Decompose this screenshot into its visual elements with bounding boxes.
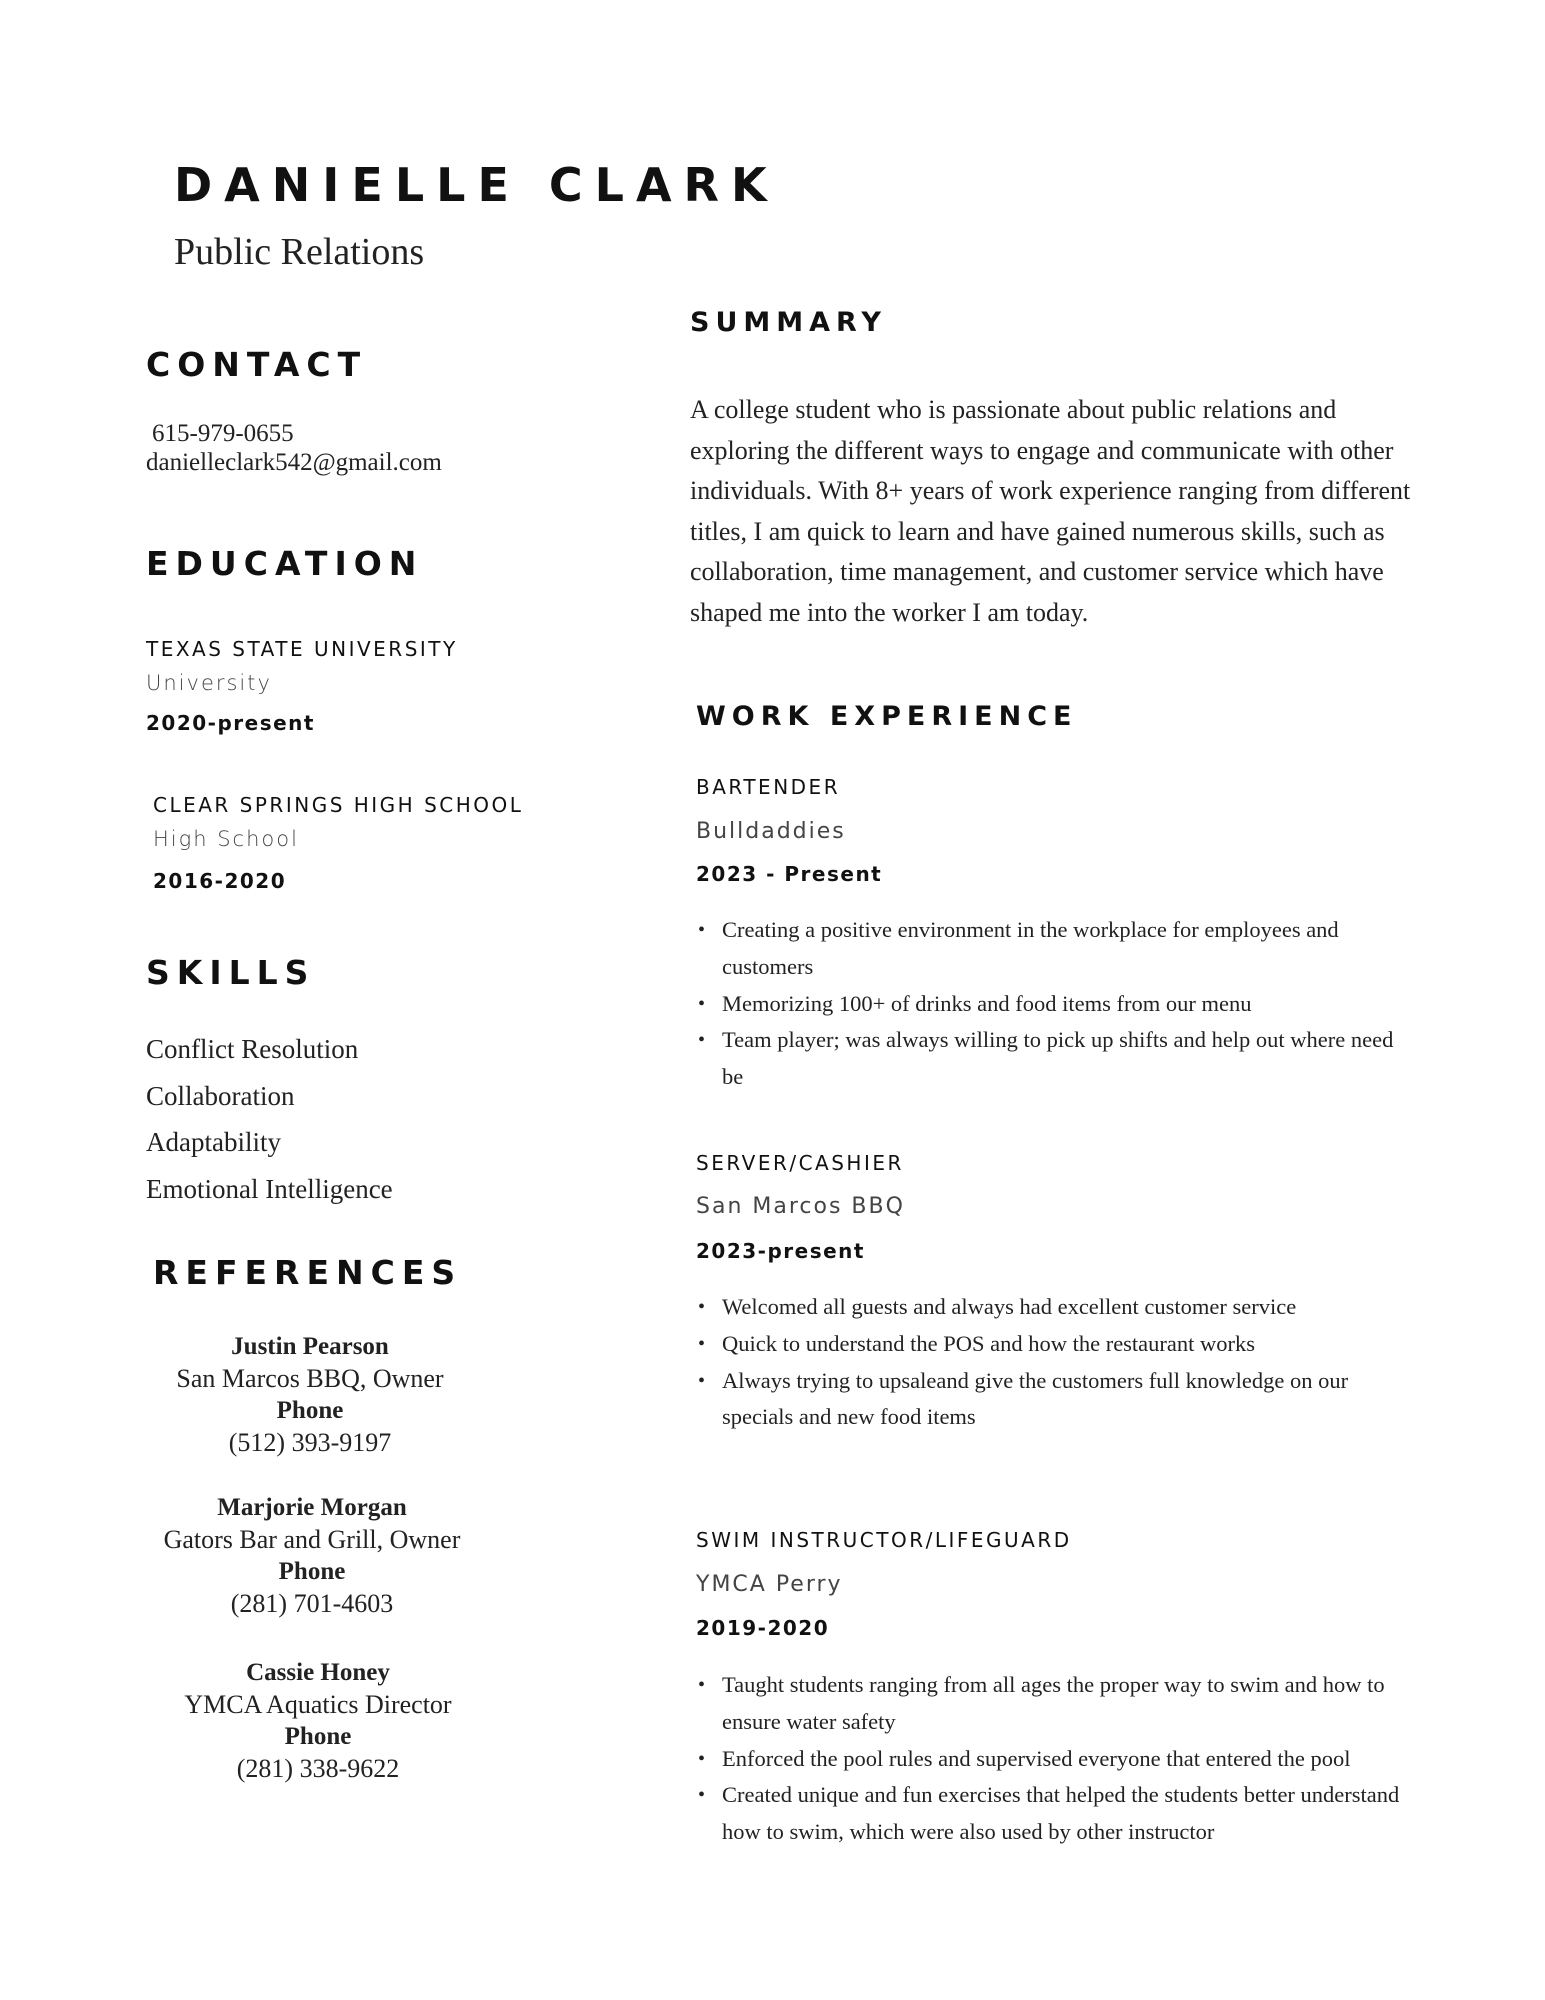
skills-list <box>146 1026 393 1212</box>
education-type: University <box>146 671 272 695</box>
skills-heading: SKILLS <box>146 953 316 992</box>
reference-entry <box>150 1331 470 1459</box>
job-bullet: • Enforced the pool rules and supervised everyone that entered the pool <box>694 1741 1414 1778</box>
summary-text: A college student who is passionate about public relations and exploring the different ways to engage and communicate with other individuals. With 8+ years of work experience ranging from different titles, I am quick to learn and have gained numerous skills, such as collaboration, time management, and customer service which have shaped me into the worker I am today. <box>690 395 1411 627</box>
reference-name: Cassie Honey <box>246 1659 390 1686</box>
education-type: High School <box>153 827 299 851</box>
job-bullet: • Taught students ranging from all ages the proper way to swim and how to ensure water safety <box>694 1667 1414 1741</box>
job-employer: San Marcos BBQ <box>696 1194 905 1219</box>
references-heading: REFERENCES <box>153 1253 463 1292</box>
skill-item: Collaboration <box>146 1080 295 1111</box>
contact-phone: 615-979-0655 <box>152 420 294 447</box>
reference-entry <box>152 1492 472 1620</box>
reference-name: Marjorie Morgan <box>217 1494 407 1521</box>
job-bullet: • Welcomed all guests and always had excellent customer service <box>694 1289 1414 1326</box>
job-bullet: • Quick to understand the POS and how the restaurant works <box>694 1326 1414 1363</box>
reference-phone-label: Phone <box>284 1723 352 1750</box>
reference-phone-label: Phone <box>276 1397 344 1424</box>
job-employer: Bulldaddies <box>696 819 846 844</box>
resume-subtitle: Public Relations <box>174 231 425 273</box>
job-employer: YMCA Perry <box>696 1572 843 1597</box>
job-years: 2019-2020 <box>696 1616 830 1640</box>
job-years: 2023-present <box>696 1239 865 1263</box>
skill-item: Adaptability <box>146 1127 281 1157</box>
job-bullets <box>694 1289 1414 1436</box>
skill-item: Conflict Resolution <box>146 1034 359 1064</box>
reference-phone: (512) 393-9197 <box>228 1428 392 1457</box>
job-bullet: • Memorizing 100+ of drinks and food items from our menu <box>694 986 1414 1023</box>
reference-org: San Marcos BBQ, Owner <box>176 1364 444 1393</box>
education-years: 2016-2020 <box>153 869 287 893</box>
job-bullets <box>694 1667 1414 1851</box>
reference-phone: (281) 701-4603 <box>230 1589 394 1618</box>
resume-name: DANIELLE CLARK <box>174 158 779 212</box>
contact-heading: CONTACT <box>146 345 368 384</box>
job-bullets <box>694 912 1414 1096</box>
education-years: 2020-present <box>146 711 315 735</box>
job-title: SWIM INSTRUCTOR/LIFEGUARD <box>696 1528 1072 1552</box>
reference-entry <box>158 1657 478 1785</box>
reference-name: Justin Pearson <box>231 1333 389 1360</box>
job-bullet: • Always trying to upsaleand give the customers full knowledge on our specials and new food items <box>694 1363 1414 1437</box>
job-bullet: • Creating a positive environment in the workplace for employees and customers <box>694 912 1414 986</box>
reference-phone-label: Phone <box>278 1558 346 1585</box>
reference-org: YMCA Aquatics Director <box>184 1690 452 1719</box>
job-title: SERVER/CASHIER <box>696 1151 904 1175</box>
skill-item: Emotional Intelligence <box>146 1173 393 1204</box>
job-bullet: • Created unique and fun exercises that helped the students better understand how to swim, which were also used by other instructor <box>694 1777 1414 1851</box>
job-title: BARTENDER <box>696 775 841 799</box>
reference-phone: (281) 338-9622 <box>236 1754 400 1783</box>
education-heading: EDUCATION <box>146 544 424 583</box>
summary-heading: SUMMARY <box>690 307 887 338</box>
contact-email: danielleclark542@gmail.com <box>146 449 442 476</box>
education-school: CLEAR SPRINGS HIGH SCHOOL <box>153 793 524 817</box>
job-years: 2023 - Present <box>696 862 883 886</box>
job-bullet: • Team player; was always willing to pick up shifts and help out where need be <box>694 1022 1414 1096</box>
education-school: TEXAS STATE UNIVERSITY <box>146 637 458 661</box>
reference-org: Gators Bar and Grill, Owner <box>163 1525 461 1554</box>
work-experience-heading: WORK EXPERIENCE <box>696 701 1078 732</box>
